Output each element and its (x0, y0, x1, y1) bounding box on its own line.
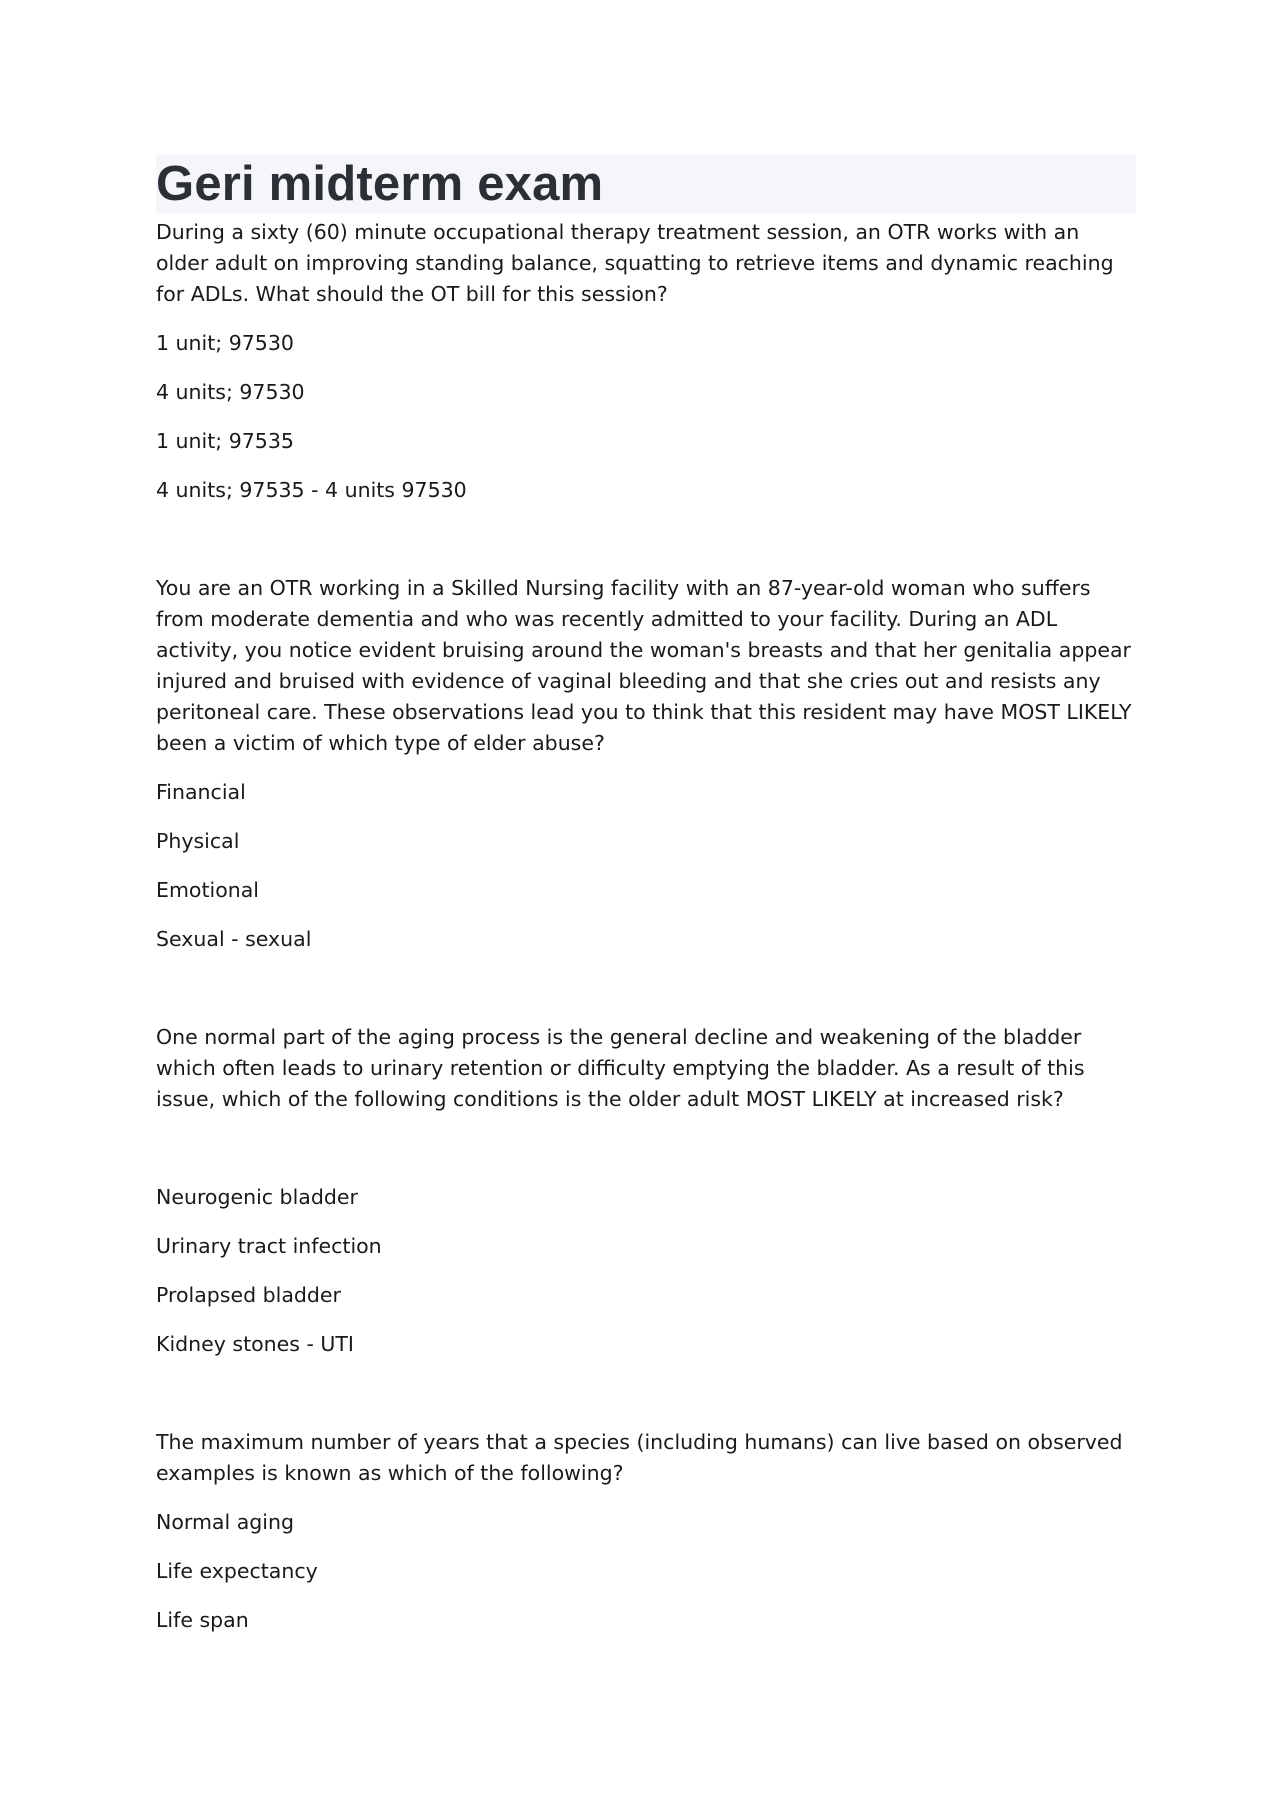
answer-option: Physical (156, 829, 240, 853)
title-band (156, 155, 1136, 213)
answer-option: Life span (156, 1608, 249, 1632)
question-text: You are an OTR working in a Skilled Nursing facility with an 87-year-old woman who suffers from moderate dementia and who was recently admitted to your facility. During an ADL activity, you notice evident bruising around the woman's breasts and that her genitalia appear injured and bruised with evidence of vaginal bleeding and that she cries out and resists any peritoneal care. These observations lead you to think that this resident may have MOST LIKELY been a victim of which type of elder abuse? (156, 576, 1132, 755)
question-2 (156, 573, 1136, 955)
answer-option: Life expectancy (156, 1559, 318, 1583)
question-text: During a sixty (60) minute occupational therapy treatment session, an OTR works with an older adult on improving standing balance, squatting to retrieve items and dynamic reaching for ADLs. What should the OT bill for this session? (156, 220, 1114, 306)
answer-option: Sexual - sexual (156, 927, 312, 951)
spacer (156, 1378, 1136, 1427)
spacer (156, 973, 1136, 1022)
spacer (156, 1133, 1136, 1182)
question-3 (156, 1022, 1136, 1360)
question-text: One normal part of the aging process is the general decline and weakening of the bladder which often leads to urinary retention or difficulty emptying the bladder. As a result of this issue, which of the following conditions is the older adult MOST LIKELY at increased risk? (156, 1025, 1085, 1111)
answer-option: 1 unit; 97530 (156, 331, 294, 355)
answer-option: Kidney stones - UTI (156, 1332, 354, 1356)
answer-option: 4 units; 97535 - 4 units 97530 (156, 478, 467, 502)
answer-option: Urinary tract infection (156, 1234, 382, 1258)
question-text: The maximum number of years that a species (including humans) can live based on observed examples is known as which of the following? (156, 1430, 1123, 1485)
answer-option: Neurogenic bladder (156, 1185, 358, 1209)
answer-option: Normal aging (156, 1510, 294, 1534)
answer-option: Prolapsed bladder (156, 1283, 341, 1307)
question-1 (156, 217, 1136, 506)
answer-option: Financial (156, 780, 246, 804)
spacer (156, 524, 1136, 573)
answer-option: 1 unit; 97535 (156, 429, 294, 453)
answer-option: Emotional (156, 878, 259, 902)
answer-option: 4 units; 97530 (156, 380, 305, 404)
page-title: Geri midterm exam (156, 157, 604, 211)
document-page (156, 155, 1136, 1654)
question-4 (156, 1427, 1136, 1636)
